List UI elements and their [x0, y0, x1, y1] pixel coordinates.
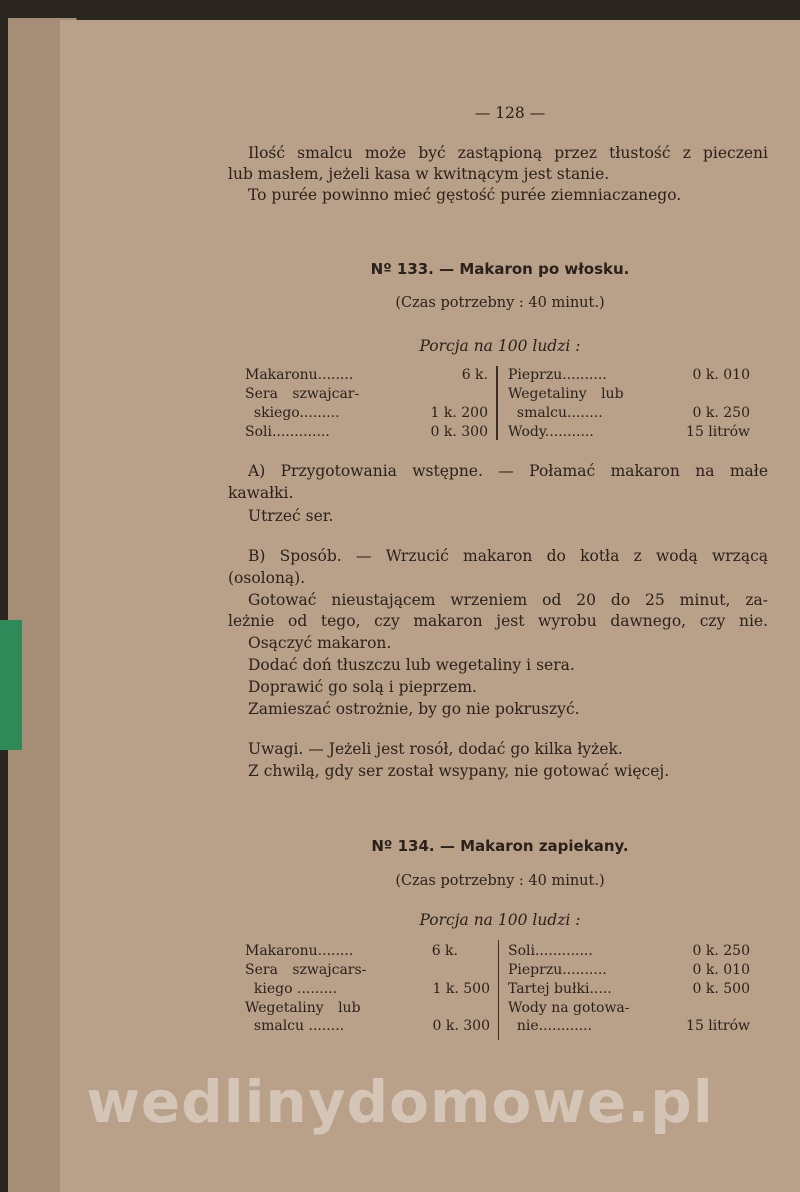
ingredient-amount: 0 k. 250: [692, 405, 750, 421]
ingredient-name: Pieprzu..........: [508, 367, 607, 383]
ingredient-amount: 1 k. 500: [432, 981, 490, 997]
page-number: — 128 —: [474, 104, 546, 122]
ingredient-amount: 0 k. 250: [692, 943, 750, 959]
text-line: Osączyć makaron.: [248, 634, 392, 652]
ingredient-name: Sera szwajcars-: [245, 962, 367, 978]
ingredient-name: nie............: [508, 1018, 593, 1034]
ingredient-name: Soli.............: [245, 424, 330, 440]
text-line: leżnie od tego, czy makaron jest wyrobu dawnego, czy nie.: [228, 612, 768, 630]
text-line: Doprawić go solą i pieprzem.: [248, 678, 477, 696]
text-line: B) Sposób. — Wrzucić makaron do kotła z wodą wrzącą: [248, 547, 768, 565]
ingredient-name: Wody...........: [508, 424, 594, 440]
ingredient-name: Pieprzu..........: [508, 962, 607, 978]
recipe-title: Nº 133. — Makaron po włosku.: [370, 260, 630, 278]
ingredient-amount: 6 k.: [431, 943, 458, 959]
bookmark-ribbon: [0, 620, 22, 750]
recipe-portion: Porcja na 100 ludzi :: [419, 337, 581, 355]
text-line: (osoloną).: [228, 569, 306, 587]
ingredient-amount: 0 k. 500: [692, 981, 750, 997]
text-line: Zamieszać ostrożnie, by go nie pokruszyć.: [248, 700, 580, 718]
ingredient-name: Wegetaliny lub: [245, 1000, 361, 1016]
recipe-portion: Porcja na 100 ludzi :: [419, 911, 581, 929]
text-line: Utrzeć ser.: [248, 507, 334, 525]
ingredient-name: kiego .........: [245, 981, 338, 997]
recipe-time: (Czas potrzebny : 40 minut.): [395, 873, 605, 889]
text-line: Z chwilą, gdy ser został wsypany, nie gotować więcej.: [248, 762, 670, 780]
column-divider: [498, 940, 499, 1040]
ingredient-amount: 15 litrów: [686, 424, 750, 440]
ingredient-amount: 0 k. 010: [692, 367, 750, 383]
text-line: Ilość smalcu może być zastąpioną przez tłustość z pieczeni: [248, 144, 768, 162]
ingredient-name: skiego.........: [245, 405, 340, 421]
recipe-time: (Czas potrzebny : 40 minut.): [395, 295, 605, 311]
ingredient-amount: 15 litrów: [686, 1018, 750, 1034]
ingredient-name: Makaronu........: [245, 943, 354, 959]
text-line: kawałki.: [228, 484, 294, 502]
ingredient-name: Sera szwajcar-: [245, 386, 360, 402]
ingredient-name: smalcu ........: [245, 1018, 345, 1034]
ingredient-name: smalcu........: [508, 405, 603, 421]
ingredient-name: Soli.............: [508, 943, 593, 959]
ingredient-amount: 0 k. 010: [692, 962, 750, 978]
text-line: Uwagi. — Jeżeli jest rosół, dodać go kilka łyżek.: [248, 740, 623, 758]
ingredient-amount: 6 k.: [461, 367, 488, 383]
text-line: Gotować nieustającem wrzeniem od 20 do 25 minut, za-: [248, 591, 768, 609]
ingredient-name: Wegetaliny lub: [508, 386, 624, 402]
text-line: To purée powinno mieć gęstość purée ziemniaczanego.: [248, 186, 682, 204]
text-line: Dodać doń tłuszczu lub wegetaliny i sera.: [248, 656, 575, 674]
column-divider: [496, 366, 498, 440]
ingredient-amount: 1 k. 200: [430, 405, 488, 421]
ingredient-amount: 0 k. 300: [432, 1018, 490, 1034]
recipe-title: Nº 134. — Makaron zapiekany.: [371, 837, 629, 855]
ingredient-amount: 0 k. 300: [430, 424, 488, 440]
ingredient-name: Wody na gotowa-: [508, 1000, 630, 1016]
text-line: A) Przygotowania wstępne. — Połamać makaron na małe: [248, 462, 768, 480]
ingredient-name: Tartej bułki.....: [508, 981, 612, 997]
ingredient-name: Makaronu........: [245, 367, 354, 383]
text-line: lub masłem, jeżeli kasa w kwitnącym jest stanie.: [228, 165, 610, 183]
watermark: wedlinydomowe.pl: [86, 1068, 714, 1136]
